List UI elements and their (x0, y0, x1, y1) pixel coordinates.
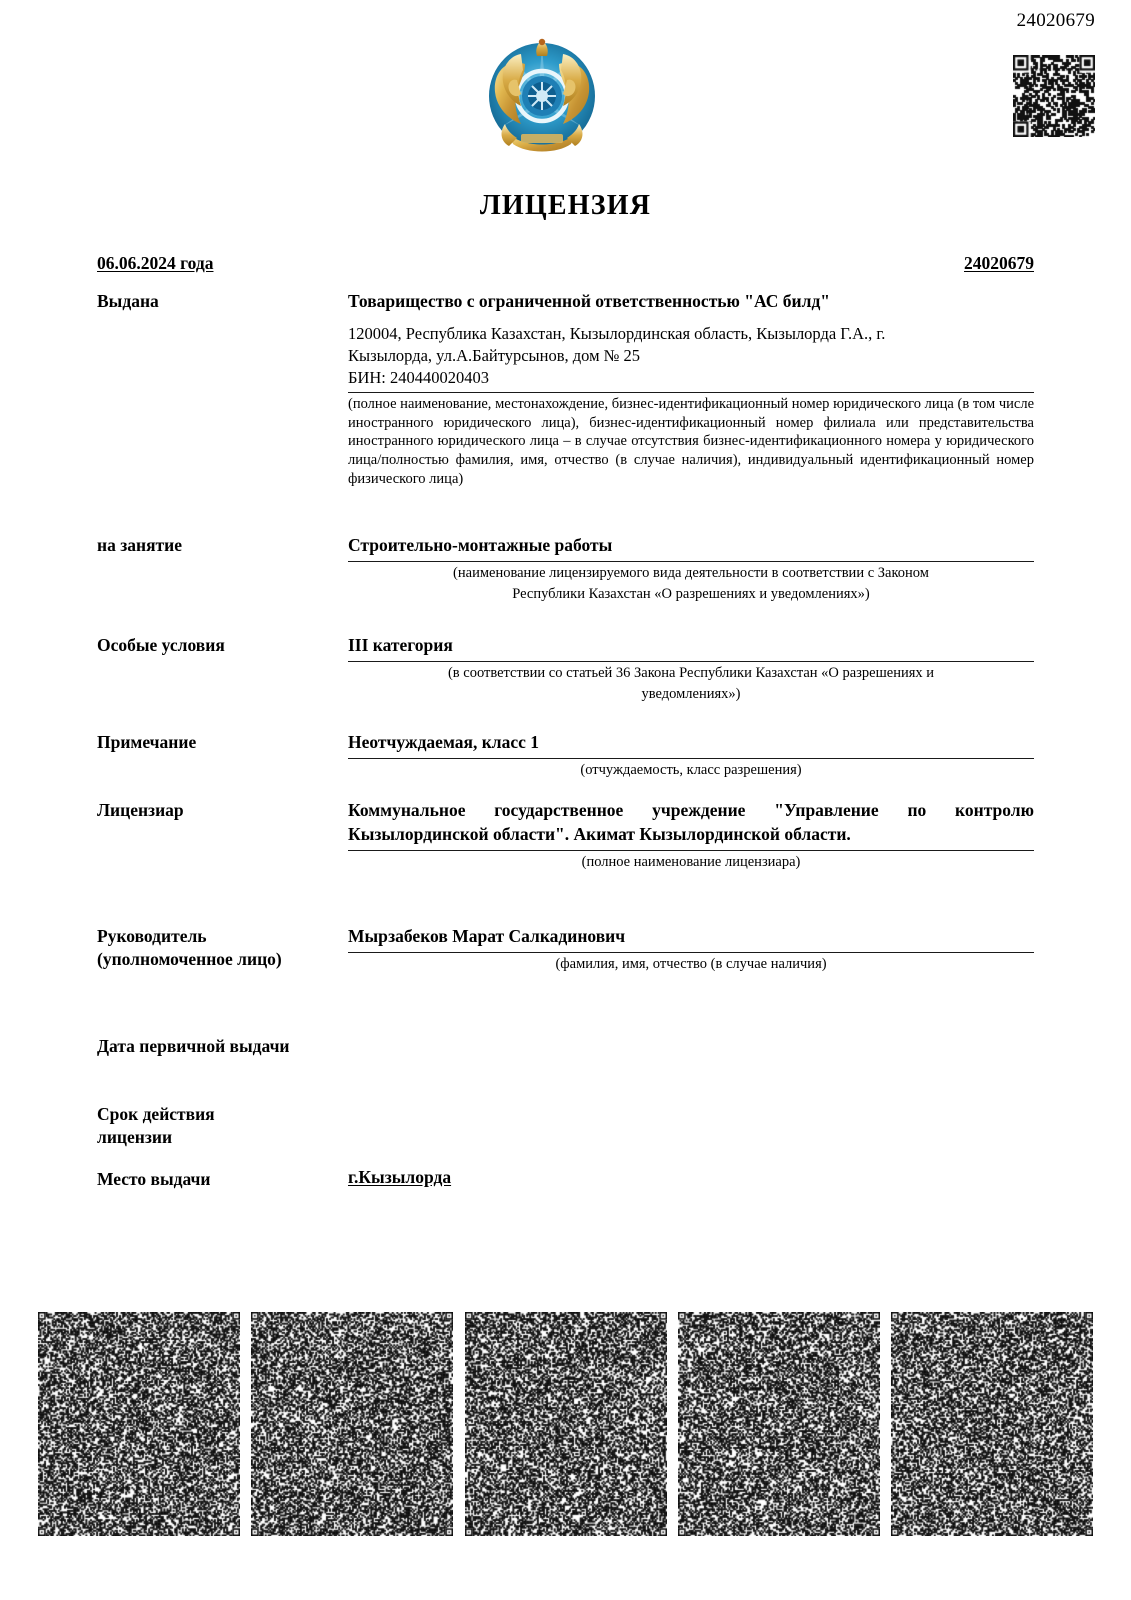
activity-caption-line1: (наименование лицензируемого вида деятельности в соответствии с Законом (453, 564, 929, 581)
field-rule (348, 561, 1034, 562)
qr-code (1013, 55, 1095, 137)
field-label-activity: на занятие (97, 534, 182, 555)
license-number: 24020679 (964, 253, 1034, 273)
field-label-note: Примечание (97, 731, 197, 752)
field-label-place-of-issue: Место выдачи (97, 1169, 211, 1190)
field-rule (348, 758, 1034, 759)
field-label-issued-to: Выдана (97, 291, 159, 311)
field-validity (97, 1102, 1034, 1149)
field-label-head-line2: (уполномоченное лицо) (97, 949, 282, 970)
issue-date: 06.06.2024 года (97, 253, 214, 273)
issued-to-caption: (полное наименование, местонахождение, бизнес-идентификационный номер юридического лица (в том числе иностранного юридического лица), бизнес-идентификационный номер филиала или представительства иностранного юридического лица – в случае отсутствия бизнес-идентификационного номера у юридического лица/полностью фамилия, имя, отчество (в случае наличия), индивидуальный идентификационный номер физического лица) (348, 395, 1034, 488)
field-place-of-issue (97, 1167, 1034, 1191)
aztec-barcode (465, 1312, 667, 1536)
field-licensor (97, 798, 1034, 873)
field-issued-to (97, 289, 1034, 489)
field-note (97, 730, 1034, 780)
aztec-barcode (891, 1312, 1093, 1536)
field-label-validity-line1: Срок действия (97, 1103, 215, 1124)
field-label-initial-issue-date: Дата первичной выдачи (97, 1035, 290, 1056)
aztec-barcode (251, 1312, 453, 1536)
licensor-value: Коммунальное государственное учреждение "Управление по контролю Кызылординской области". Акимат Кызылординской области. (348, 799, 1034, 845)
special-conditions-value: III категория (348, 635, 453, 656)
aztec-barcode (38, 1312, 240, 1536)
special-conditions-caption-line2: уведомлениях») (641, 686, 741, 703)
issued-to-address-line1: 120004, Республика Казахстан, Кызылординская область, Кызылорда Г.А., г. (348, 323, 886, 343)
field-activity (97, 533, 1034, 604)
activity-value: Строительно-монтажные работы (348, 534, 613, 555)
field-rule (348, 661, 1034, 662)
field-head (97, 924, 1034, 974)
field-label-licensor: Лицензиар (97, 799, 184, 820)
head-caption: (фамилия, имя, отчество (в случае наличия) (555, 956, 827, 972)
field-rule (348, 850, 1034, 851)
field-rule (348, 392, 1034, 393)
field-special-conditions (97, 633, 1034, 704)
document-meta-row (97, 253, 1034, 274)
licensor-caption: (полное наименование лицензиара) (581, 854, 801, 871)
license-fields (97, 289, 1034, 1191)
field-rule (348, 952, 1034, 953)
document-number-top: 24020679 (1016, 10, 1095, 31)
note-value: Неотчуждаемая, класс 1 (348, 731, 540, 752)
field-label-head (97, 924, 348, 971)
field-label-head-line1: Руководитель (97, 926, 207, 947)
head-value: Мырзабеков Марат Салкадинович (348, 926, 626, 947)
special-conditions-caption-line1: (в соответствии со статьей 36 Закона Республики Казахстан «О разрешениях и (447, 665, 935, 682)
aztec-barcode (678, 1312, 880, 1536)
activity-caption-line2: Республики Казахстан «О разрешениях и уведомлениях») (512, 585, 870, 602)
issued-to-bin: БИН: 240440020403 (348, 367, 490, 387)
issued-to-address-line2: Кызылорда, ул.А.Байтурсынов, дом № 25 (348, 345, 641, 365)
field-label-validity (97, 1102, 348, 1149)
note-caption: (отчуждаемость, класс разрешения) (580, 761, 802, 778)
place-of-issue-value: г.Кызылорда (348, 1167, 452, 1188)
state-emblem-icon (481, 28, 603, 168)
page-title: ЛИЦЕНЗИЯ (479, 190, 652, 221)
field-label-special-conditions: Особые условия (97, 635, 225, 656)
barcode-strip (38, 1312, 1093, 1536)
field-initial-issue-date (97, 1034, 1034, 1058)
issued-to-value: Товарищество с ограниченной ответственностью "АС билд" (348, 291, 831, 311)
field-label-validity-line2: лицензии (97, 1127, 173, 1148)
